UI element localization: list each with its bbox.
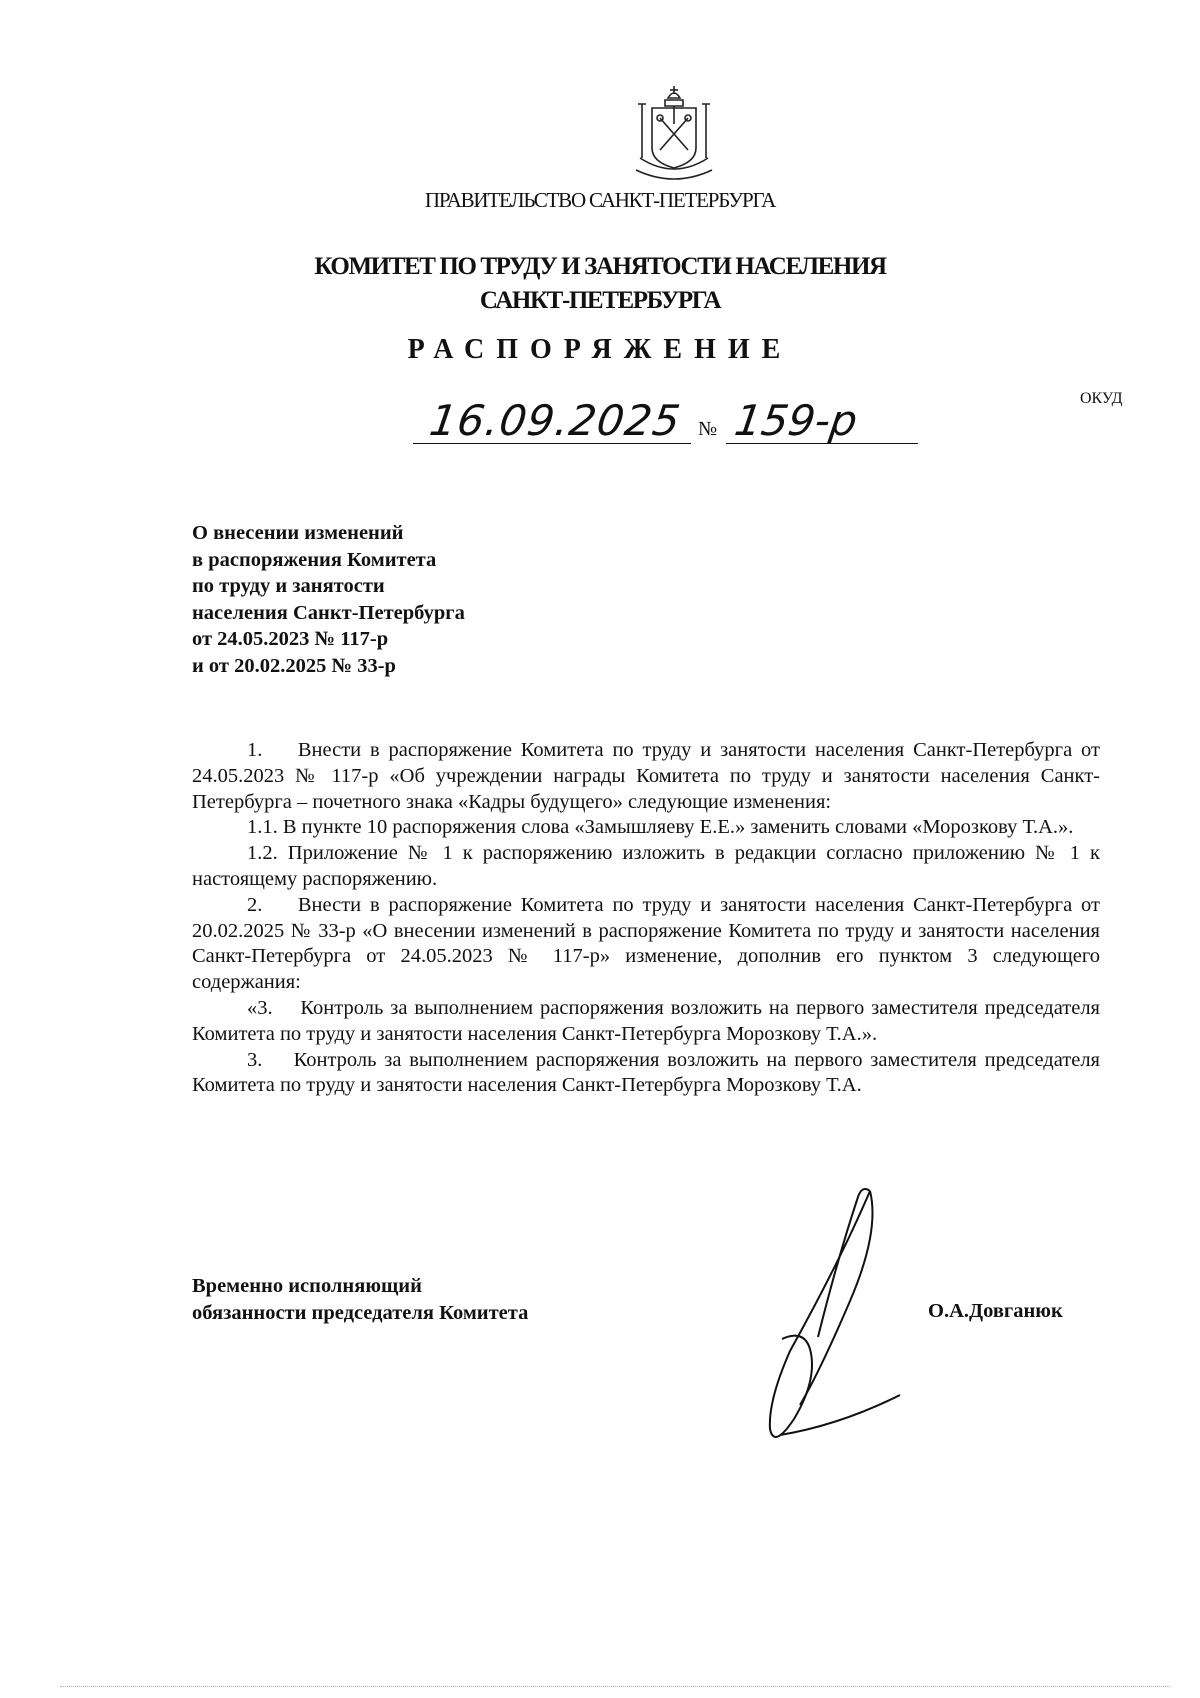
handwritten-date: 16.09.2025 (426, 396, 684, 445)
handwritten-number: 159-р (731, 396, 861, 445)
okud-label: ОКУД (1080, 390, 1123, 407)
subject-line: по труду и занятости (192, 575, 385, 597)
subject-line: и от 20.02.2025 № 33-р (192, 654, 396, 677)
signatory-title-line2: обязанности председателя Комитета (192, 1302, 529, 1324)
subject-line: населения Санкт-Петербурга (192, 601, 465, 624)
number-underline (726, 443, 918, 444)
signatory-title (192, 1273, 528, 1327)
committee-title-line2: САНКТ-ПЕТЕРБУРГА (479, 287, 721, 314)
committee-title (0, 250, 1200, 318)
signatory-name: О.А.Довганюк (928, 1300, 1063, 1322)
subject-line: О внесении изменений (192, 522, 404, 544)
handwritten-signature (740, 1185, 930, 1455)
date-underline (413, 443, 691, 444)
document-subject (192, 520, 465, 679)
committee-title-line1: КОМИТЕТ ПО ТРУДУ И ЗАНЯТОСТИ НАСЕЛЕНИЯ (314, 253, 886, 280)
signatory-title-line1: Временно исполняющий (192, 1275, 422, 1297)
paragraph-3: 3. Контроль за выполнением распоряжения возложить на первого заместителя председателя Комитета по труду и занятости населения Санкт-Петербурга Морозкову Т.А. (192, 1048, 1100, 1097)
paragraph-2: 2. Внести в распоряжение Комитета по труду и занятости населения Санкт-Петербурга от 20.02.2025 № 33-р «О внесении изменений в распоряжение Комитета по труду и занятости населения Санкт-Петербурга от 24.05.2023 № 117-р» изменение, дополнив его пунктом 3 следующего содержания: (192, 893, 1100, 994)
government-header: ПРАВИТЕЛЬСТВО САНКТ-ПЕТЕРБУРГА (424, 188, 776, 212)
number-sign: № (698, 418, 718, 440)
coat-of-arms-emblem (632, 84, 716, 180)
paragraph-1-2: 1.2. Приложение № 1 к распоряжению изложить в редакции согласно приложению № 1 к настоящему распоряжению. (192, 842, 1100, 890)
paragraph-2-quote: «3. Контроль за выполнением распоряжения возложить на первого заместителя председателя Комитета по труду и занятости населения Санкт-Петербурга Морозкову Т.А.». (192, 996, 1100, 1045)
paragraph-1: 1. Внести в распоряжение Комитета по труду и занятости населения Санкт-Петербурга от 24.05.2023 № 117-р «Об учреждении награды Комитета по труду и занятости населения Санкт-Петербурга – почетного знака «Кадры будущего» следующие изменения: (192, 739, 1100, 813)
page-bottom-edge (60, 1686, 1170, 1687)
document-type: РАСПОРЯЖЕНИЕ (407, 334, 793, 365)
document-body (192, 738, 1100, 1099)
subject-line: в распоряжения Комитета (192, 548, 437, 571)
subject-line: от 24.05.2023 № 117-р (192, 628, 389, 650)
paragraph-1-1: 1.1. В пункте 10 распоряжения слова «Замышляеву Е.Е.» заменить словами «Морозкову Т.А.». (247, 816, 1074, 839)
